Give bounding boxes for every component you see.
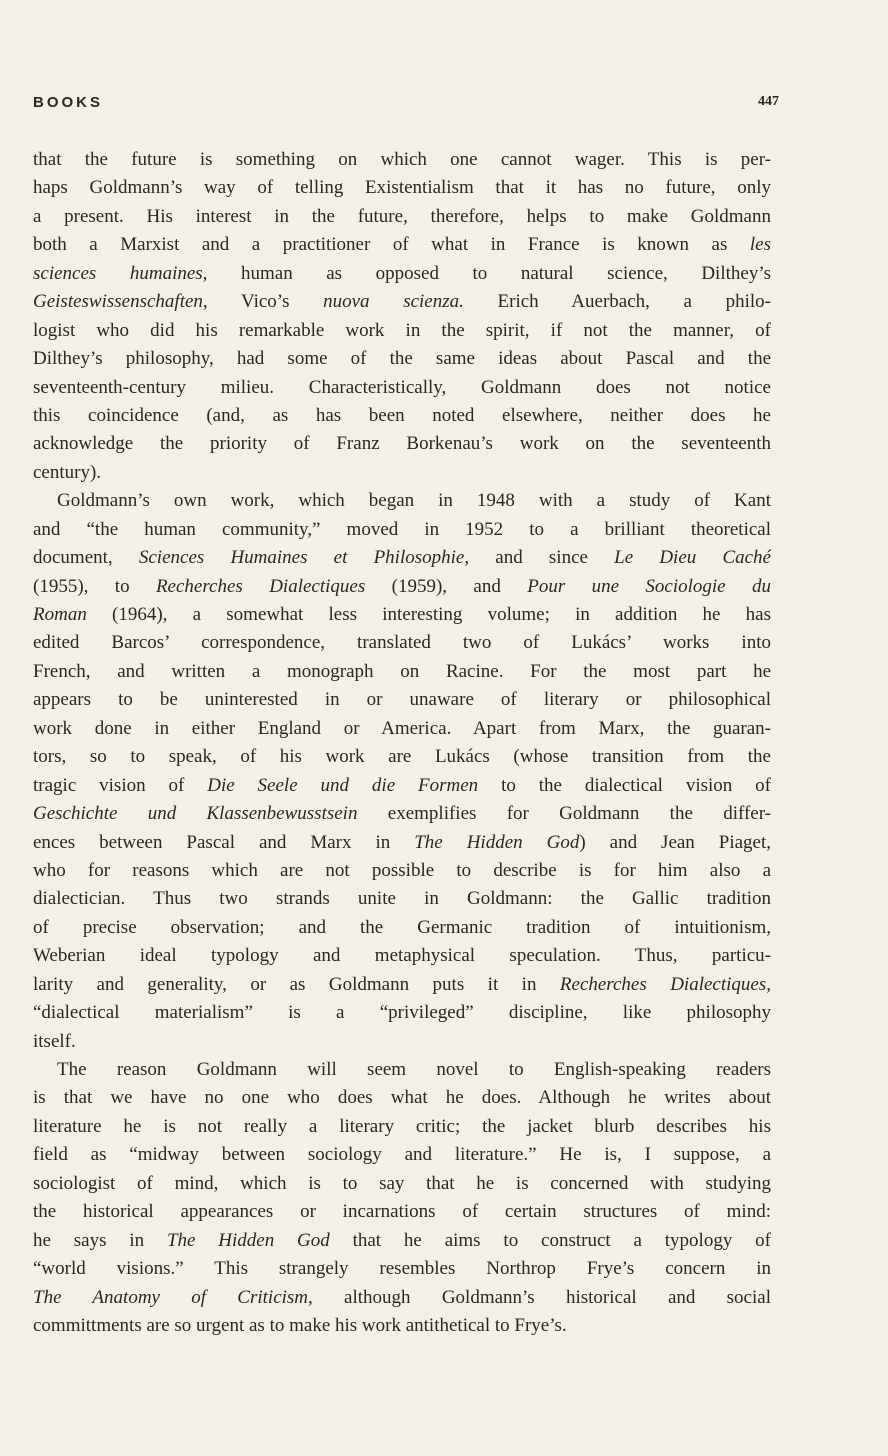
section-title: BOOKS [33,94,104,111]
text-line: acknowledge the priority of Franz Borkenau’s work on the seventeenth [33,433,771,455]
text-line: (1955), to Recherches Dialectiques (1959), and Pour une Sociologie du [33,575,771,597]
text-line: of precise observation; and the Germanic tradition of intuitionism, [33,916,771,938]
text-line: document, Sciences Humaines et Philosophie, and since Le Dieu Caché [33,547,771,569]
text-line: that the future is something on which one cannot wager. This is per- [33,149,771,170]
text-line: he says in The Hidden God that he aims to construct a typology of [33,1229,771,1251]
paragraph [33,1056,771,1340]
text-line: seventeenth-century milieu. Characteristically, Goldmann does not notice [33,376,771,398]
text-line: a present. His interest in the future, therefore, helps to make Goldmann [33,205,771,227]
text-line: both a Marxist and a practitioner of what in France is known as les [33,234,771,256]
text-line: The Anatomy of Criticism, although Goldmann’s historical and social [33,1286,771,1308]
text-line: Geschichte und Klassenbewusstsein exemplifies for Goldmann the differ- [33,803,771,825]
text-line: committments are so urgent as to make his work antithetical to Frye’s. [33,1314,567,1336]
text-line: literature he is not really a literary critic; the jacket blurb describes his [33,1115,771,1137]
paragraph [33,487,771,1056]
text-line: itself. [33,1030,76,1052]
text-line: Weberian ideal typology and metaphysical speculation. Thus, particu- [33,945,771,967]
text-line: appears to be uninterested in or unaware of literary or philosophical [33,689,771,711]
text-line: sociologist of mind, which is to say that he is concerned with studying [33,1172,771,1194]
text-line: French, and written a monograph on Racine. For the most part he [33,660,771,682]
text-line: tors, so to speak, of his work are Lukács (whose transition from the [33,746,771,768]
page-number: 447 [758,94,779,109]
text-line: Dilthey’s philosophy, had some of the same ideas about Pascal and the [33,348,771,370]
text-line: who for reasons which are not possible to describe is for him also a [33,859,771,881]
text-line: Roman (1964), a somewhat less interesting volume; in addition he has [33,604,771,625]
text-line: century). [33,461,102,483]
body-text [33,146,771,1340]
text-line: field as “midway between sociology and literature.” He is, I suppose, a [33,1144,771,1166]
paragraph [33,146,771,487]
text-line: logist who did his remarkable work in the spirit, if not the manner, of [33,319,771,341]
text-line: “dialectical materialism” is a “privileged” discipline, like philosophy [33,1002,771,1024]
text-line: ences between Pascal and Marx in The Hidden God) and Jean Piaget, [33,831,771,853]
text-line: is that we have no one who does what he does. Although he writes about [33,1087,771,1109]
text-line: Goldmann’s own work, which began in 1948 with a study of Kant [57,490,771,512]
text-line: and “the human community,” moved in 1952 to a brilliant theoretical [33,518,771,540]
text-line: this coincidence (and, as has been noted elsewhere, neither does he [33,404,771,426]
text-line: larity and generality, or as Goldmann puts it in Recherches Dialectiques, [33,973,771,995]
text-line: sciences humaines, human as opposed to natural science, Dilthey’s [33,262,771,284]
text-line: tragic vision of Die Seele und die Formen to the dialectical vision of [33,774,771,796]
text-line: The reason Goldmann will seem novel to English-speaking readers [57,1059,771,1080]
text-line: work done in either England or America. Apart from Marx, the guaran- [33,717,771,739]
running-head [33,94,779,116]
text-line: haps Goldmann’s way of telling Existentialism that it has no future, only [33,177,771,199]
text-line: Geisteswissenschaften, Vico’s nuova scienza. Erich Auerbach, a philo- [33,291,771,313]
text-line: dialectician. Thus two strands unite in Goldmann: the Gallic tradition [33,888,771,910]
text-line: the historical appearances or incarnations of certain structures of mind: [33,1201,771,1223]
text-line: edited Barcos’ correspondence, translated two of Lukács’ works into [33,632,771,654]
text-line: “world visions.” This strangely resembles Northrop Frye’s concern in [33,1258,771,1280]
